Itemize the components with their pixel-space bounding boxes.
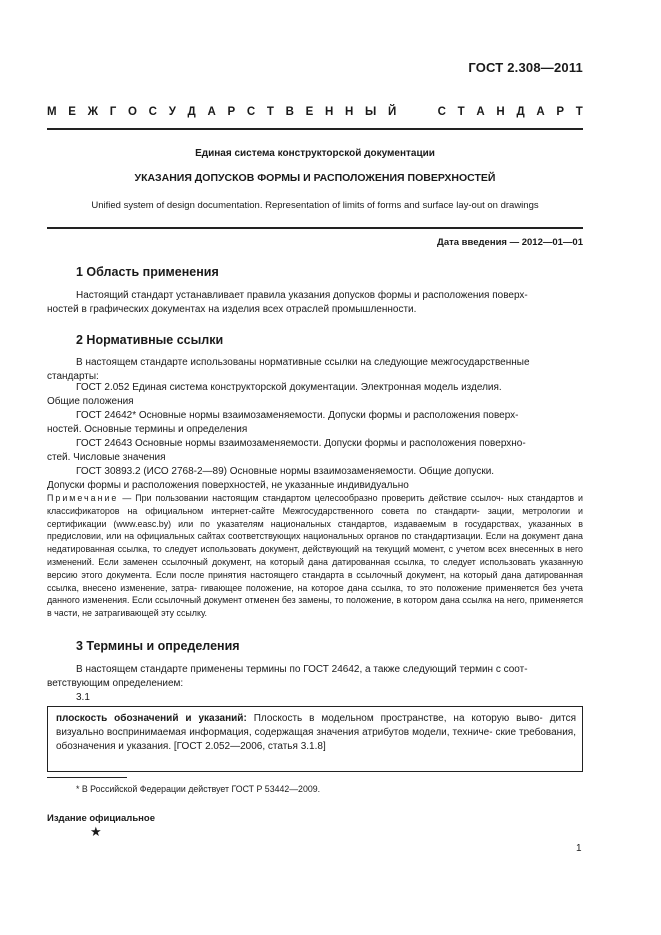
banner-letter: Ж: [87, 106, 99, 118]
banner-letter: Н: [496, 106, 505, 118]
reference-line: ностей. Основные термины и определения: [47, 424, 248, 435]
banner-word-gap: [408, 106, 426, 118]
term-first-line: [56, 713, 543, 724]
banner-letter: Т: [575, 106, 583, 118]
section-1-heading: 1 Область применения: [76, 265, 219, 279]
reference-line: ГОСТ 24643 Основные нормы взаимозаменяемости. Допуски формы и расположения поверхно-: [76, 438, 526, 449]
term-name: плоскость обозначений и указаний:: [56, 713, 247, 724]
section-3-text: [47, 663, 583, 705]
banner-letter: С: [246, 106, 256, 118]
note-label: Примечание: [47, 493, 119, 503]
note-line: ссылочный документ отменен без замены, то положение, в котором дана ссылка на него, применяется в части, не: [47, 595, 583, 619]
reference-line: ГОСТ 24642* Основные нормы взаимозаменяемости. Допуски формы и расположения поверх-: [76, 410, 519, 421]
term-line: ские требования, обозначения и указания.: [56, 727, 576, 752]
title-rule: [47, 227, 583, 229]
footnote: * В Российской Федерации действует ГОСТ Р 53442—2009.: [76, 784, 321, 794]
banner-letter: Р: [556, 106, 565, 118]
banner-letter: М: [47, 106, 57, 118]
banner-letter: Н: [324, 106, 334, 118]
banner-letter: В: [285, 106, 294, 118]
text-line: стандарты:: [47, 371, 99, 382]
section-1-text: [47, 289, 583, 317]
note-text: — При пользовании настоящим стандартом целесообразно проверить действие ссылоч-: [118, 493, 504, 503]
reference-line: стей. Числовые значения: [47, 452, 166, 463]
reference-line: Общие положения: [47, 396, 134, 407]
banner-letter: Т: [266, 106, 274, 118]
english-title: Unified system of design documentation. Representation of limits of forms and surface lay-out on drawings: [91, 200, 539, 211]
note-line: гивающее положение, на которое дана ссылка, то это положение применяется без учета данного изменения. Если: [47, 582, 583, 606]
text-line: В настоящем стандарте применены термины по ГОСТ 24642, а также следующий термин с соот-: [76, 664, 528, 675]
note-first-line: [47, 493, 504, 503]
note-line: государствах, указанных в предисловии, или на официальных сайтах соответствующих национальных органов по: [47, 518, 584, 542]
system-title: Единая система конструкторской документации: [195, 148, 435, 159]
note-line: дана датированная ссылка, то следует использовать указанную версию этого документа. Если после принятия: [47, 556, 583, 580]
banner-letter: С: [437, 106, 446, 118]
note-line: затрагивающей эту ссылку.: [94, 608, 207, 619]
banner-letter: Т: [457, 106, 465, 118]
text-line: Настоящий стандарт устанавливает правила указания допусков формы и расположения поверх-: [76, 290, 528, 301]
banner-letter: Д: [516, 106, 525, 118]
banner-letter: Е: [305, 106, 314, 118]
reference-line: ГОСТ 2.052 Единая система конструкторской документации. Электронная модель изделия.: [76, 382, 502, 393]
term-source: [ГОСТ 2.052—2006, статья 3.1.8]: [173, 741, 326, 752]
section-2-note: [47, 492, 583, 620]
banner-letter: Е: [68, 106, 76, 118]
page-number: 1: [576, 843, 582, 854]
banner-letter: Г: [109, 106, 117, 118]
header-rule: [47, 128, 583, 130]
banner-letter: А: [536, 106, 545, 118]
banner-letter: Н: [345, 106, 354, 118]
term-line: дится визуально воспринимаемая информация, содержащая значения атрибутов модели, техниче-: [56, 713, 577, 738]
banner-letter: О: [128, 106, 137, 118]
banner-letter: Ы: [365, 106, 377, 118]
section-2-intro: [47, 356, 583, 384]
text-line: ветствующим определением:: [47, 678, 184, 689]
standard-title: УКАЗАНИЯ ДОПУСКОВ ФОРМЫ И РАСПОЛОЖЕНИЯ ПОВЕРХНОСТЕЙ: [134, 172, 496, 184]
note-line: стандартизации. Если на документ дана недатированная ссылка, то следует использовать документ, действующий: [47, 531, 583, 555]
star-icon: ★: [90, 824, 102, 839]
banner-letter: У: [168, 106, 176, 118]
introduction-date: Дата введения — 2012—01—01: [437, 237, 583, 248]
banner-letter: А: [476, 106, 485, 118]
footnote-rule: [47, 777, 127, 778]
document-code: ГОСТ 2.308—2011: [468, 60, 583, 75]
section-3-heading: 3 Термины и определения: [76, 639, 240, 653]
banner-letter: Р: [227, 106, 236, 118]
banner-letter: А: [207, 106, 216, 118]
banner-letter: Й: [387, 106, 397, 118]
banner-letter: Д: [187, 106, 196, 118]
text-line: ностей в графических документах на изделия всех отраслей промышленности.: [47, 304, 417, 315]
term-definition-text: Плоскость в модельном пространстве, на которую выво-: [246, 713, 543, 724]
note-line: зации, метрологии и сертификации (www.easc.by) или по указателям национальных стандартов, издаваемым в: [47, 505, 583, 529]
interstate-standard-banner: [47, 106, 583, 118]
banner-letter: С: [148, 106, 157, 118]
note-line: на текущий момент, с учетом всех внесенных в него изменений. Если заменен ссылочный документ, на который: [47, 544, 583, 567]
section-2-heading: 2 Нормативные ссылки: [76, 333, 224, 347]
term-definition: [56, 712, 576, 754]
reference-line: ГОСТ 30893.2 (ИСО 2768-2—89) Основные нормы взаимозаменяемости. Общие допуски.: [76, 466, 495, 477]
term-number: 3.1: [76, 692, 90, 703]
note-line: ных стандартов и классификаторов на официальном интернет-сайте Межгосударственного совета по стандарти-: [47, 493, 584, 516]
official-edition-label: Издание официальное: [47, 813, 155, 824]
normative-reference-list: [47, 381, 583, 493]
note-line: настоящего стандарта в ссылочный документ, на который дана датированная ссылка, внесено изменение, затра-: [47, 569, 583, 593]
text-line: В настоящем стандарте использованы нормативные ссылки на следующие межгосударственные: [76, 357, 530, 368]
reference-line: Допуски формы и расположения поверхностей, не указанные индивидуально: [47, 480, 409, 491]
